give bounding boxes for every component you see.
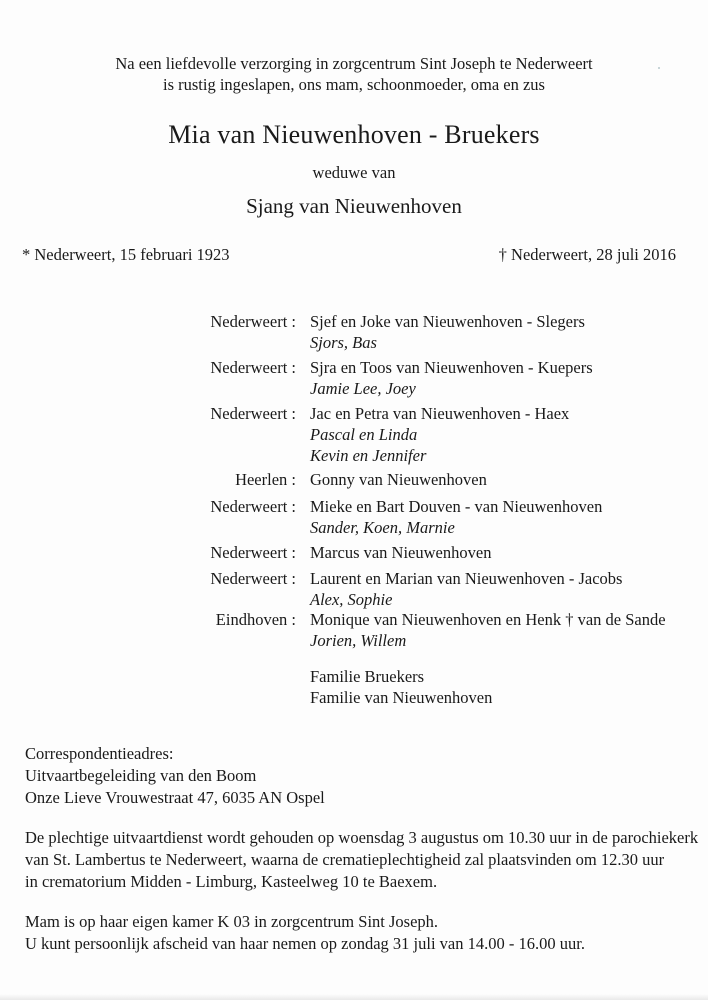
deceased-name: Mia van Nieuwenhoven - Bruekers xyxy=(168,120,540,149)
correspondence-address: Onze Lieve Vrouwestraat 47, 6035 AN Ospel xyxy=(25,788,325,807)
paper-bottom-edge xyxy=(0,994,708,1000)
family-place: Nederweert : xyxy=(210,312,296,331)
family-children: Kevin en Jennifer xyxy=(310,446,427,465)
family-names: Marcus van Nieuwenhoven xyxy=(310,543,492,562)
intro-line-2: is rustig ingeslapen, ons mam, schoonmoeder, oma en zus xyxy=(163,75,545,94)
service-line-1: De plechtige uitvaartdienst wordt gehouden op woensdag 3 augustus om 10.30 uur in de parochiekerk xyxy=(25,828,699,847)
family-place: Heerlen : xyxy=(235,470,296,489)
birth-info: * Nederweert, 15 februari 1923 xyxy=(22,245,230,264)
death-info: † Nederweert, 28 juli 2016 xyxy=(498,245,676,264)
family-children: Jorien, Willem xyxy=(310,631,407,650)
correspondence-name: Uitvaartbegeleiding van den Boom xyxy=(25,766,257,785)
family-place: Eindhoven : xyxy=(215,610,296,629)
extended-family-bruekers: Familie Bruekers xyxy=(310,667,425,686)
family-place: Nederweert : xyxy=(210,543,296,562)
family-names: Mieke en Bart Douven - van Nieuwenhoven xyxy=(310,497,603,516)
service-line-3: in crematorium Midden - Limburg, Kasteelweg 10 te Baexem. xyxy=(25,872,438,891)
spouse-name: Sjang van Nieuwenhoven xyxy=(246,194,462,218)
family-place: Nederweert : xyxy=(210,358,296,377)
visitation-line-2: U kunt persoonlijk afscheid van haar nemen op zondag 31 juli van 14.00 - 16.00 uur. xyxy=(25,934,585,953)
family-names: Jac en Petra van Nieuwenhoven - Haex xyxy=(310,404,570,423)
family-place: Nederweert : xyxy=(210,569,296,588)
service-line-2: van St. Lambertus te Nederweert, waarna de crematieplechtigheid zal plaatsvinden om 12.30 uur xyxy=(25,850,665,869)
family-children: Pascal en Linda xyxy=(310,425,418,444)
family-names: Sjra en Toos van Nieuwenhoven - Kuepers xyxy=(310,358,593,377)
extended-family-van-nieuwenhoven: Familie van Nieuwenhoven xyxy=(310,688,493,707)
family-place: Nederweert : xyxy=(210,497,296,516)
family-names: Laurent en Marian van Nieuwenhoven - Jacobs xyxy=(310,569,623,588)
family-names: Monique van Nieuwenhoven en Henk † van de Sande xyxy=(310,610,666,629)
family-children: Alex, Sophie xyxy=(310,590,393,609)
intro-line-1: Na een liefdevolle verzorging in zorgcentrum Sint Joseph te Nederweert xyxy=(115,54,593,73)
family-children: Sander, Koen, Marnie xyxy=(310,518,455,537)
family-place: Nederweert : xyxy=(210,404,296,423)
correspondence-label: Correspondentieadres: xyxy=(25,744,174,763)
family-names: Gonny van Nieuwenhoven xyxy=(310,470,487,489)
widow-of-label: weduwe van xyxy=(312,163,396,182)
family-children: Jamie Lee, Joey xyxy=(310,379,416,398)
family-names: Sjef en Joke van Nieuwenhoven - Slegers xyxy=(310,312,585,331)
visitation-line-1: Mam is op haar eigen kamer K 03 in zorgcentrum Sint Joseph. xyxy=(25,912,439,931)
family-children: Sjors, Bas xyxy=(310,333,377,352)
